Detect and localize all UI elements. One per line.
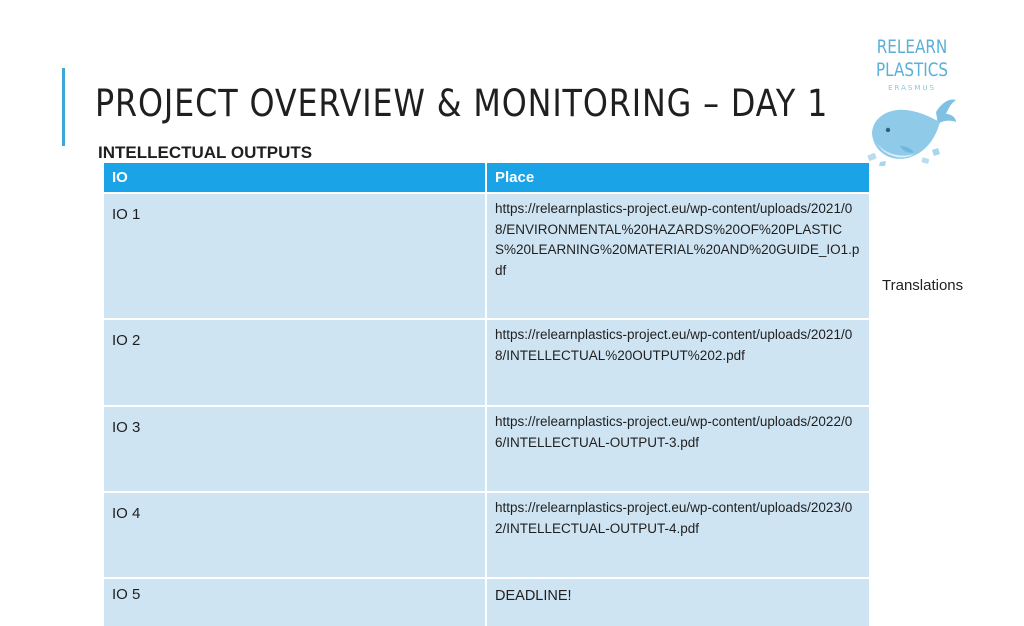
place-link-cell[interactable]: https://relearnplastics-project.eu/wp-content/uploads/2021/08/INTELLECTUAL%20OUTPUT%202.pdf: [486, 319, 870, 406]
table-row: [104, 193, 870, 319]
slide-subtitle: INTELLECTUAL OUTPUTS: [98, 143, 313, 162]
place-link-cell[interactable]: https://relearnplastics-project.eu/wp-content/uploads/2023/02/INTELLECTUAL-OUTPUT-4.pdf: [486, 492, 870, 578]
translations-note: Translations: [882, 277, 964, 294]
place-link-cell[interactable]: https://relearnplastics-project.eu/wp-content/uploads/2022/06/INTELLECTUAL-OUTPUT-3.pdf: [486, 406, 870, 492]
place-link-cell[interactable]: https://relearnplastics-project.eu/wp-content/uploads/2021/08/ENVIRONMENTAL%20HAZARDS%20OF%20PLASTICS%20LEARNING%20MATERIAL%20AND%20GUIDE_IO1.pdf: [486, 193, 870, 319]
title-accent-bar: [62, 68, 65, 146]
relearn-plastics-logo: [862, 34, 962, 170]
io-cell: IO 3: [104, 406, 486, 492]
whale-icon: [866, 92, 958, 168]
table-row: [104, 578, 870, 626]
table-header-row: [104, 163, 870, 193]
column-header-io: IO: [104, 163, 486, 193]
slide-title: PROJECT OVERVIEW & MONITORING – DAY 1: [95, 82, 829, 125]
table-row: [104, 492, 870, 578]
io-cell: IO 5: [104, 578, 486, 626]
io-cell: IO 4: [104, 492, 486, 578]
io-cell: IO 1: [104, 193, 486, 319]
logo-text-line2: PLASTICS: [875, 59, 949, 81]
table-row: [104, 406, 870, 492]
column-header-place: Place: [486, 163, 870, 193]
intellectual-outputs-table: [104, 163, 871, 626]
table-row: [104, 319, 870, 406]
logo-text-line1: RELEARN: [876, 36, 948, 58]
place-cell: DEADLINE!: [486, 578, 870, 626]
logo-text-line3: ERASMUS: [888, 84, 936, 92]
io-cell: IO 2: [104, 319, 486, 406]
